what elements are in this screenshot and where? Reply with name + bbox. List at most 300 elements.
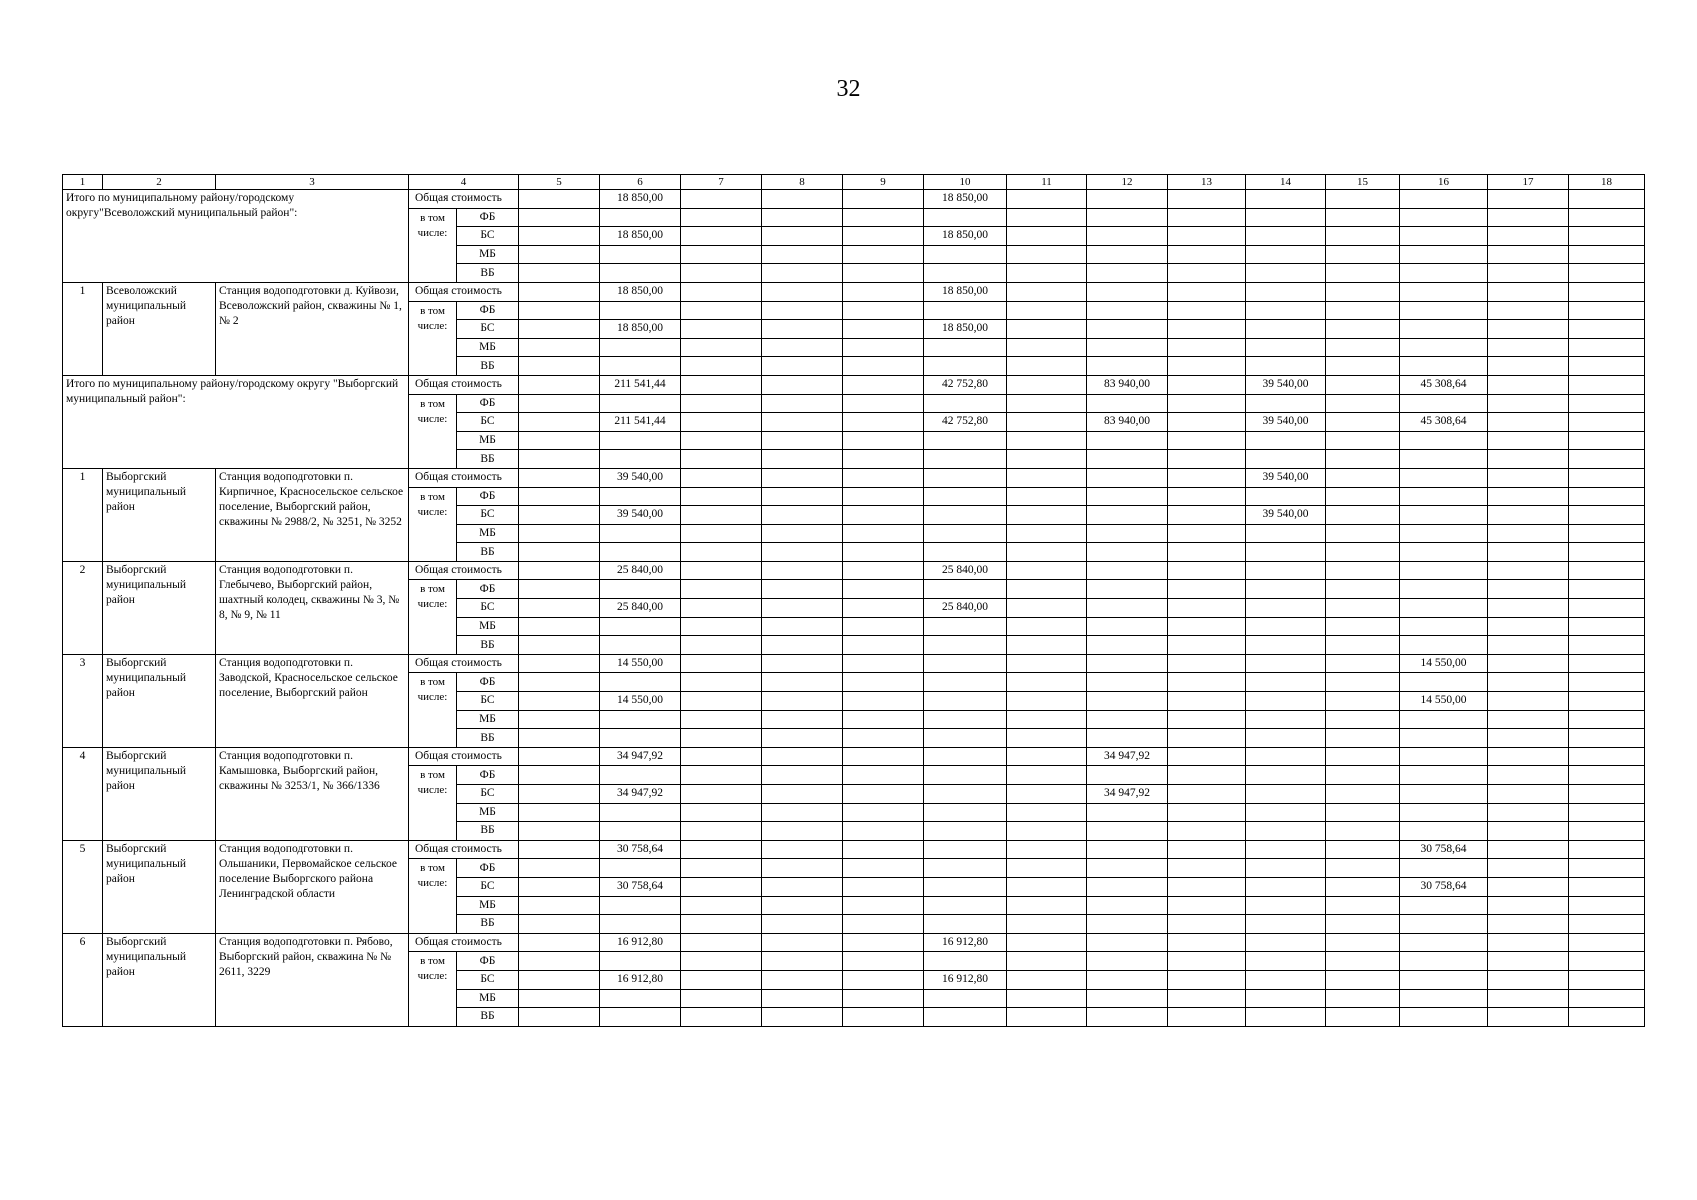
value-cell-col-11 bbox=[1007, 840, 1087, 859]
value-cell-col-11 bbox=[1007, 450, 1087, 469]
value-cell-col-14 bbox=[1246, 524, 1326, 543]
value-cell-col-11 bbox=[1007, 654, 1087, 673]
value-cell-col-12: 83 940,00 bbox=[1087, 413, 1168, 432]
value-cell-col-7 bbox=[681, 803, 762, 822]
value-cell-col-8 bbox=[762, 561, 843, 580]
value-cell-col-14 bbox=[1246, 710, 1326, 729]
value-cell-col-18 bbox=[1569, 524, 1645, 543]
value-cell-col-9 bbox=[843, 822, 924, 841]
value-cell-col-8 bbox=[762, 413, 843, 432]
value-cell-col-16 bbox=[1400, 617, 1488, 636]
value-cell-col-10 bbox=[924, 673, 1007, 692]
table-row bbox=[63, 747, 1645, 766]
value-cell-col-10: 42 752,80 bbox=[924, 413, 1007, 432]
value-cell-col-18 bbox=[1569, 487, 1645, 506]
value-cell-col-12 bbox=[1087, 933, 1168, 952]
value-cell-col-9 bbox=[843, 933, 924, 952]
value-cell-col-9 bbox=[843, 915, 924, 934]
value-cell-col-9 bbox=[843, 375, 924, 394]
value-cell-col-6: 18 850,00 bbox=[600, 227, 681, 246]
value-cell-col-7 bbox=[681, 673, 762, 692]
value-cell-col-7 bbox=[681, 933, 762, 952]
value-cell-col-15 bbox=[1326, 543, 1400, 562]
value-cell-col-5 bbox=[519, 301, 600, 320]
value-cell-col-10: 25 840,00 bbox=[924, 561, 1007, 580]
value-cell-col-17 bbox=[1488, 915, 1569, 934]
row-number: 3 bbox=[63, 654, 103, 747]
value-cell-col-17 bbox=[1488, 394, 1569, 413]
value-cell-col-15 bbox=[1326, 747, 1400, 766]
value-cell-col-5 bbox=[519, 264, 600, 283]
fb-label: ФБ bbox=[457, 301, 519, 320]
value-cell-col-13 bbox=[1168, 524, 1246, 543]
column-number-9: 9 bbox=[843, 175, 924, 190]
value-cell-col-11 bbox=[1007, 413, 1087, 432]
value-cell-col-14: 39 540,00 bbox=[1246, 506, 1326, 525]
value-cell-col-11 bbox=[1007, 561, 1087, 580]
value-cell-col-5 bbox=[519, 859, 600, 878]
value-cell-col-7 bbox=[681, 599, 762, 618]
value-cell-col-13 bbox=[1168, 375, 1246, 394]
value-cell-col-7 bbox=[681, 617, 762, 636]
value-cell-col-18 bbox=[1569, 264, 1645, 283]
bs-label: БС bbox=[457, 970, 519, 989]
including-label: в том числе: bbox=[409, 487, 457, 561]
value-cell-col-18 bbox=[1569, 580, 1645, 599]
value-cell-col-16 bbox=[1400, 822, 1488, 841]
value-cell-col-9 bbox=[843, 692, 924, 711]
value-cell-col-6 bbox=[600, 952, 681, 971]
total-cost-label: Общая стоимость bbox=[409, 375, 519, 394]
value-cell-col-17 bbox=[1488, 190, 1569, 209]
value-cell-col-13 bbox=[1168, 580, 1246, 599]
value-cell-col-8 bbox=[762, 840, 843, 859]
value-cell-col-7 bbox=[681, 190, 762, 209]
value-cell-col-15 bbox=[1326, 208, 1400, 227]
value-cell-col-18 bbox=[1569, 822, 1645, 841]
value-cell-col-13 bbox=[1168, 599, 1246, 618]
value-cell-col-12 bbox=[1087, 301, 1168, 320]
value-cell-col-16 bbox=[1400, 673, 1488, 692]
value-cell-col-14 bbox=[1246, 840, 1326, 859]
value-cell-col-6 bbox=[600, 245, 681, 264]
value-cell-col-18 bbox=[1569, 394, 1645, 413]
value-cell-col-10 bbox=[924, 729, 1007, 748]
value-cell-col-6 bbox=[600, 859, 681, 878]
value-cell-col-11 bbox=[1007, 375, 1087, 394]
table-row bbox=[63, 468, 1645, 487]
value-cell-col-16: 14 550,00 bbox=[1400, 654, 1488, 673]
value-cell-col-5 bbox=[519, 729, 600, 748]
value-cell-col-16 bbox=[1400, 710, 1488, 729]
value-cell-col-11 bbox=[1007, 338, 1087, 357]
total-cost-label: Общая стоимость bbox=[409, 840, 519, 859]
value-cell-col-6: 211 541,44 bbox=[600, 413, 681, 432]
value-cell-col-18 bbox=[1569, 431, 1645, 450]
value-cell-col-5 bbox=[519, 394, 600, 413]
value-cell-col-17 bbox=[1488, 468, 1569, 487]
value-cell-col-11 bbox=[1007, 785, 1087, 804]
value-cell-col-10 bbox=[924, 877, 1007, 896]
value-cell-col-6 bbox=[600, 617, 681, 636]
row-number: 1 bbox=[63, 468, 103, 561]
value-cell-col-11 bbox=[1007, 896, 1087, 915]
value-cell-col-15 bbox=[1326, 580, 1400, 599]
value-cell-col-7 bbox=[681, 654, 762, 673]
value-cell-col-17 bbox=[1488, 227, 1569, 246]
value-cell-col-9 bbox=[843, 580, 924, 599]
value-cell-col-7 bbox=[681, 487, 762, 506]
value-cell-col-17 bbox=[1488, 450, 1569, 469]
value-cell-col-12 bbox=[1087, 506, 1168, 525]
value-cell-col-12 bbox=[1087, 710, 1168, 729]
value-cell-col-12 bbox=[1087, 264, 1168, 283]
value-cell-col-12 bbox=[1087, 599, 1168, 618]
value-cell-col-17 bbox=[1488, 970, 1569, 989]
bs-label: БС bbox=[457, 877, 519, 896]
value-cell-col-7 bbox=[681, 320, 762, 339]
value-cell-col-15 bbox=[1326, 301, 1400, 320]
value-cell-col-11 bbox=[1007, 729, 1087, 748]
value-cell-col-17 bbox=[1488, 766, 1569, 785]
value-cell-col-12 bbox=[1087, 245, 1168, 264]
value-cell-col-16 bbox=[1400, 933, 1488, 952]
value-cell-col-13 bbox=[1168, 450, 1246, 469]
value-cell-col-10 bbox=[924, 859, 1007, 878]
value-cell-col-14 bbox=[1246, 450, 1326, 469]
value-cell-col-6 bbox=[600, 673, 681, 692]
value-cell-col-12 bbox=[1087, 580, 1168, 599]
value-cell-col-13 bbox=[1168, 264, 1246, 283]
value-cell-col-12 bbox=[1087, 487, 1168, 506]
value-cell-col-9 bbox=[843, 506, 924, 525]
value-cell-col-13 bbox=[1168, 785, 1246, 804]
value-cell-col-15 bbox=[1326, 785, 1400, 804]
value-cell-col-12 bbox=[1087, 636, 1168, 655]
value-cell-col-15 bbox=[1326, 989, 1400, 1008]
value-cell-col-16 bbox=[1400, 896, 1488, 915]
value-cell-col-15 bbox=[1326, 766, 1400, 785]
value-cell-col-18 bbox=[1569, 208, 1645, 227]
value-cell-col-7 bbox=[681, 785, 762, 804]
value-cell-col-13 bbox=[1168, 543, 1246, 562]
subtotal-name: Итого по муниципальному району/городскому округу"Всеволожский муниципальный район": bbox=[63, 190, 409, 283]
value-cell-col-8 bbox=[762, 301, 843, 320]
value-cell-col-10: 16 912,80 bbox=[924, 970, 1007, 989]
including-label: в том числе: bbox=[409, 580, 457, 654]
value-cell-col-12 bbox=[1087, 915, 1168, 934]
value-cell-col-7 bbox=[681, 394, 762, 413]
bs-label: БС bbox=[457, 413, 519, 432]
value-cell-col-12 bbox=[1087, 190, 1168, 209]
value-cell-col-16 bbox=[1400, 636, 1488, 655]
value-cell-col-17 bbox=[1488, 524, 1569, 543]
value-cell-col-17 bbox=[1488, 357, 1569, 376]
value-cell-col-8 bbox=[762, 394, 843, 413]
mb-label: МБ bbox=[457, 617, 519, 636]
value-cell-col-11 bbox=[1007, 803, 1087, 822]
value-cell-col-13 bbox=[1168, 654, 1246, 673]
value-cell-col-9 bbox=[843, 561, 924, 580]
mb-label: МБ bbox=[457, 524, 519, 543]
value-cell-col-6 bbox=[600, 803, 681, 822]
value-cell-col-5 bbox=[519, 692, 600, 711]
value-cell-col-5 bbox=[519, 375, 600, 394]
vb-label: ВБ bbox=[457, 636, 519, 655]
including-label: в том числе: bbox=[409, 766, 457, 840]
value-cell-col-7 bbox=[681, 338, 762, 357]
value-cell-col-11 bbox=[1007, 933, 1087, 952]
value-cell-col-18 bbox=[1569, 413, 1645, 432]
value-cell-col-15 bbox=[1326, 599, 1400, 618]
row-number: 2 bbox=[63, 561, 103, 654]
value-cell-col-13 bbox=[1168, 561, 1246, 580]
value-cell-col-13 bbox=[1168, 859, 1246, 878]
value-cell-col-5 bbox=[519, 933, 600, 952]
value-cell-col-11 bbox=[1007, 282, 1087, 301]
value-cell-col-16 bbox=[1400, 952, 1488, 971]
value-cell-col-10: 18 850,00 bbox=[924, 282, 1007, 301]
value-cell-col-8 bbox=[762, 450, 843, 469]
value-cell-col-17 bbox=[1488, 859, 1569, 878]
value-cell-col-5 bbox=[519, 506, 600, 525]
value-cell-col-9 bbox=[843, 877, 924, 896]
value-cell-col-11 bbox=[1007, 877, 1087, 896]
value-cell-col-7 bbox=[681, 543, 762, 562]
fb-label: ФБ bbox=[457, 208, 519, 227]
value-cell-col-5 bbox=[519, 413, 600, 432]
value-cell-col-15 bbox=[1326, 636, 1400, 655]
total-cost-label: Общая стоимость bbox=[409, 282, 519, 301]
value-cell-col-7 bbox=[681, 580, 762, 599]
value-cell-col-6: 30 758,64 bbox=[600, 840, 681, 859]
value-cell-col-5 bbox=[519, 599, 600, 618]
table-row bbox=[63, 654, 1645, 673]
value-cell-col-7 bbox=[681, 952, 762, 971]
value-cell-col-13 bbox=[1168, 1008, 1246, 1027]
value-cell-col-11 bbox=[1007, 357, 1087, 376]
value-cell-col-15 bbox=[1326, 933, 1400, 952]
value-cell-col-12 bbox=[1087, 877, 1168, 896]
value-cell-col-9 bbox=[843, 989, 924, 1008]
value-cell-col-18 bbox=[1569, 301, 1645, 320]
value-cell-col-15 bbox=[1326, 524, 1400, 543]
value-cell-col-17 bbox=[1488, 877, 1569, 896]
value-cell-col-5 bbox=[519, 840, 600, 859]
value-cell-col-10 bbox=[924, 506, 1007, 525]
value-cell-col-10 bbox=[924, 840, 1007, 859]
value-cell-col-12 bbox=[1087, 338, 1168, 357]
value-cell-col-15 bbox=[1326, 245, 1400, 264]
value-cell-col-9 bbox=[843, 636, 924, 655]
value-cell-col-8 bbox=[762, 357, 843, 376]
value-cell-col-11 bbox=[1007, 599, 1087, 618]
value-cell-col-8 bbox=[762, 915, 843, 934]
value-cell-col-9 bbox=[843, 785, 924, 804]
value-cell-col-18 bbox=[1569, 970, 1645, 989]
value-cell-col-8 bbox=[762, 636, 843, 655]
value-cell-col-10 bbox=[924, 450, 1007, 469]
fb-label: ФБ bbox=[457, 952, 519, 971]
value-cell-col-8 bbox=[762, 245, 843, 264]
value-cell-col-5 bbox=[519, 450, 600, 469]
value-cell-col-5 bbox=[519, 710, 600, 729]
value-cell-col-12 bbox=[1087, 840, 1168, 859]
fb-label: ФБ bbox=[457, 487, 519, 506]
value-cell-col-16 bbox=[1400, 264, 1488, 283]
value-cell-col-5 bbox=[519, 617, 600, 636]
district-name: Выборгский муниципальный район bbox=[103, 561, 216, 654]
value-cell-col-18 bbox=[1569, 933, 1645, 952]
value-cell-col-7 bbox=[681, 915, 762, 934]
value-cell-col-8 bbox=[762, 673, 843, 692]
value-cell-col-14 bbox=[1246, 561, 1326, 580]
value-cell-col-16 bbox=[1400, 859, 1488, 878]
value-cell-col-13 bbox=[1168, 394, 1246, 413]
value-cell-col-15 bbox=[1326, 375, 1400, 394]
value-cell-col-9 bbox=[843, 338, 924, 357]
bs-label: БС bbox=[457, 785, 519, 804]
value-cell-col-12 bbox=[1087, 970, 1168, 989]
value-cell-col-16: 45 308,64 bbox=[1400, 375, 1488, 394]
value-cell-col-14 bbox=[1246, 766, 1326, 785]
mb-label: МБ bbox=[457, 896, 519, 915]
value-cell-col-16 bbox=[1400, 190, 1488, 209]
value-cell-col-11 bbox=[1007, 524, 1087, 543]
value-cell-col-13 bbox=[1168, 245, 1246, 264]
value-cell-col-18 bbox=[1569, 989, 1645, 1008]
value-cell-col-15 bbox=[1326, 952, 1400, 971]
subtotal-name: Итого по муниципальному району/городскому округу "Выборгский муниципальный район": bbox=[63, 375, 409, 468]
value-cell-col-10 bbox=[924, 785, 1007, 804]
value-cell-col-8 bbox=[762, 747, 843, 766]
value-cell-col-16 bbox=[1400, 245, 1488, 264]
value-cell-col-14 bbox=[1246, 859, 1326, 878]
value-cell-col-16: 30 758,64 bbox=[1400, 877, 1488, 896]
value-cell-col-18 bbox=[1569, 915, 1645, 934]
vb-label: ВБ bbox=[457, 915, 519, 934]
value-cell-col-7 bbox=[681, 859, 762, 878]
vb-label: ВБ bbox=[457, 450, 519, 469]
value-cell-col-5 bbox=[519, 636, 600, 655]
value-cell-col-18 bbox=[1569, 320, 1645, 339]
value-cell-col-13 bbox=[1168, 190, 1246, 209]
value-cell-col-18 bbox=[1569, 468, 1645, 487]
value-cell-col-5 bbox=[519, 227, 600, 246]
value-cell-col-6 bbox=[600, 915, 681, 934]
value-cell-col-9 bbox=[843, 543, 924, 562]
value-cell-col-13 bbox=[1168, 282, 1246, 301]
value-cell-col-5 bbox=[519, 190, 600, 209]
value-cell-col-6: 34 947,92 bbox=[600, 785, 681, 804]
value-cell-col-6: 211 541,44 bbox=[600, 375, 681, 394]
value-cell-col-18 bbox=[1569, 617, 1645, 636]
value-cell-col-6 bbox=[600, 580, 681, 599]
value-cell-col-7 bbox=[681, 450, 762, 469]
value-cell-col-17 bbox=[1488, 264, 1569, 283]
value-cell-col-14 bbox=[1246, 785, 1326, 804]
value-cell-col-9 bbox=[843, 413, 924, 432]
vb-label: ВБ bbox=[457, 729, 519, 748]
value-cell-col-18 bbox=[1569, 450, 1645, 469]
value-cell-col-14: 39 540,00 bbox=[1246, 375, 1326, 394]
value-cell-col-17 bbox=[1488, 673, 1569, 692]
value-cell-col-5 bbox=[519, 561, 600, 580]
value-cell-col-18 bbox=[1569, 561, 1645, 580]
value-cell-col-15 bbox=[1326, 896, 1400, 915]
value-cell-col-5 bbox=[519, 320, 600, 339]
value-cell-col-16 bbox=[1400, 915, 1488, 934]
including-label: в том числе: bbox=[409, 394, 457, 468]
value-cell-col-15 bbox=[1326, 729, 1400, 748]
value-cell-col-9 bbox=[843, 282, 924, 301]
total-cost-label: Общая стоимость bbox=[409, 747, 519, 766]
value-cell-col-8 bbox=[762, 617, 843, 636]
value-cell-col-11 bbox=[1007, 989, 1087, 1008]
value-cell-col-5 bbox=[519, 208, 600, 227]
value-cell-col-13 bbox=[1168, 636, 1246, 655]
subtotal-row bbox=[63, 375, 1645, 394]
value-cell-col-18 bbox=[1569, 543, 1645, 562]
value-cell-col-10 bbox=[924, 636, 1007, 655]
value-cell-col-12 bbox=[1087, 692, 1168, 711]
object-name: Станция водоподготовки п. Кирпичное, Красносельское сельское поселение, Выборгский район, скважины № 2988/2, № 3251, № 3252 bbox=[216, 468, 409, 561]
value-cell-col-12 bbox=[1087, 431, 1168, 450]
value-cell-col-13 bbox=[1168, 970, 1246, 989]
value-cell-col-17 bbox=[1488, 822, 1569, 841]
value-cell-col-16: 14 550,00 bbox=[1400, 692, 1488, 711]
value-cell-col-15 bbox=[1326, 617, 1400, 636]
value-cell-col-8 bbox=[762, 822, 843, 841]
value-cell-col-11 bbox=[1007, 487, 1087, 506]
value-cell-col-10 bbox=[924, 952, 1007, 971]
value-cell-col-16 bbox=[1400, 766, 1488, 785]
value-cell-col-14 bbox=[1246, 190, 1326, 209]
value-cell-col-16 bbox=[1400, 357, 1488, 376]
value-cell-col-14 bbox=[1246, 729, 1326, 748]
value-cell-col-17 bbox=[1488, 785, 1569, 804]
value-cell-col-6 bbox=[600, 636, 681, 655]
value-cell-col-6: 16 912,80 bbox=[600, 970, 681, 989]
value-cell-col-5 bbox=[519, 1008, 600, 1027]
bs-label: БС bbox=[457, 599, 519, 618]
value-cell-col-11 bbox=[1007, 245, 1087, 264]
value-cell-col-5 bbox=[519, 245, 600, 264]
value-cell-col-14 bbox=[1246, 431, 1326, 450]
value-cell-col-8 bbox=[762, 989, 843, 1008]
value-cell-col-5 bbox=[519, 803, 600, 822]
value-cell-col-8 bbox=[762, 785, 843, 804]
value-cell-col-12 bbox=[1087, 766, 1168, 785]
column-number-2: 2 bbox=[103, 175, 216, 190]
value-cell-col-10 bbox=[924, 543, 1007, 562]
value-cell-col-17 bbox=[1488, 487, 1569, 506]
value-cell-col-17 bbox=[1488, 375, 1569, 394]
value-cell-col-16 bbox=[1400, 729, 1488, 748]
value-cell-col-15 bbox=[1326, 1008, 1400, 1027]
value-cell-col-17 bbox=[1488, 245, 1569, 264]
value-cell-col-10 bbox=[924, 208, 1007, 227]
value-cell-col-7 bbox=[681, 264, 762, 283]
value-cell-col-14 bbox=[1246, 654, 1326, 673]
value-cell-col-12 bbox=[1087, 729, 1168, 748]
value-cell-col-11 bbox=[1007, 617, 1087, 636]
value-cell-col-6: 16 912,80 bbox=[600, 933, 681, 952]
value-cell-col-16 bbox=[1400, 561, 1488, 580]
value-cell-col-15 bbox=[1326, 190, 1400, 209]
value-cell-col-6: 39 540,00 bbox=[600, 468, 681, 487]
value-cell-col-17 bbox=[1488, 617, 1569, 636]
